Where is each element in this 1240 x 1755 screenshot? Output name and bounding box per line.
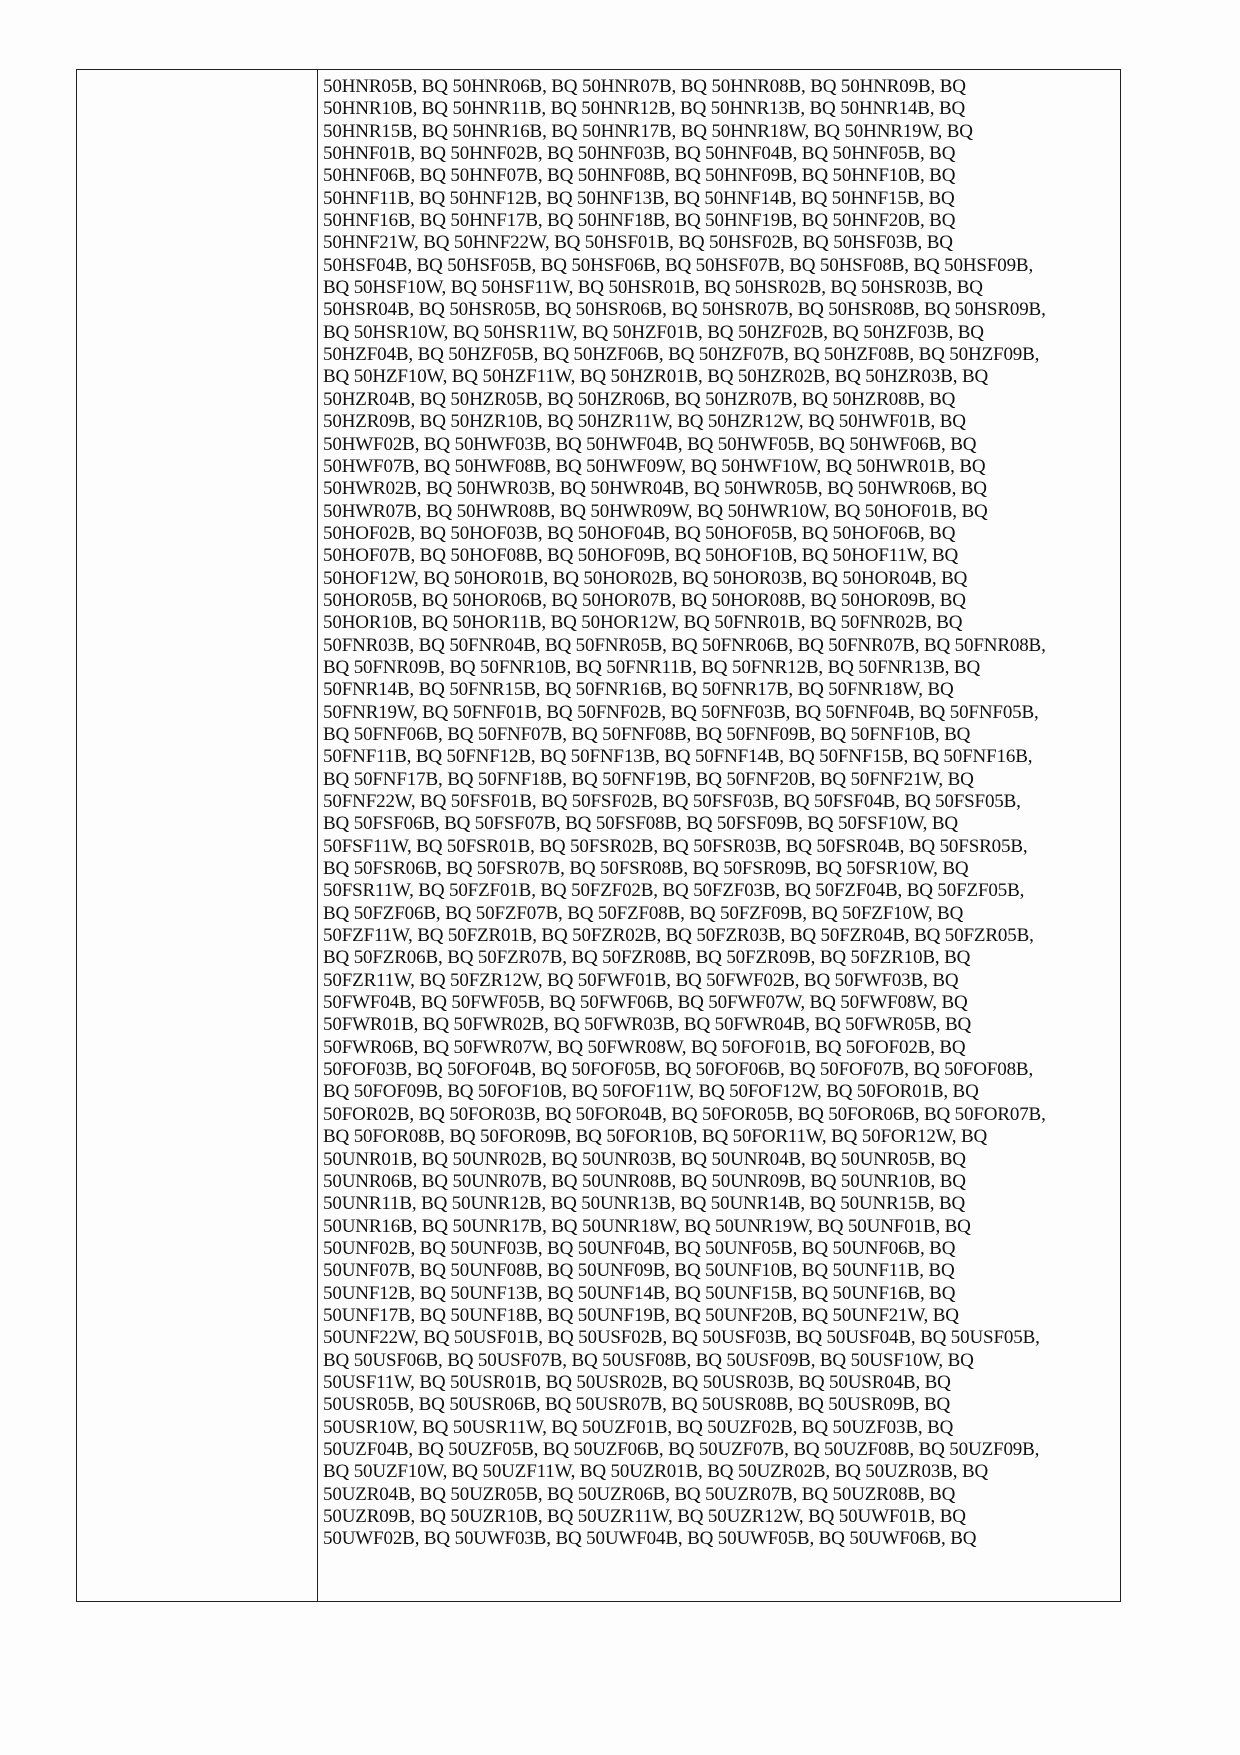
text-line: BQ 50FZF06B, BQ 50FZF07B, BQ 50FZF08B, BQ 50FZF09B, BQ 50FZF10W, BQ bbox=[323, 902, 964, 924]
text-line: BQ 50HZF10W, BQ 50HZF11W, BQ 50HZR01B, BQ 50HZR02B, BQ 50HZR03B, BQ bbox=[323, 366, 989, 388]
text-line: 50HWF02B, BQ 50HWF03B, BQ 50HWF04B, BQ 50HWF05B, BQ 50HWF06B, BQ bbox=[323, 433, 977, 455]
text-line: 50UNF07B, BQ 50UNF08B, BQ 50UNF09B, BQ 50UNF10B, BQ 50UNF11B, BQ bbox=[323, 1260, 955, 1282]
text-line: 50HWR02B, BQ 50HWR03B, BQ 50HWR04B, BQ 50HWR05B, BQ 50HWR06B, BQ bbox=[323, 478, 987, 500]
text-line: 50HNR15B, BQ 50HNR16B, BQ 50HNR17B, BQ 50HNR18W, BQ 50HNR19W, BQ bbox=[323, 120, 973, 142]
text-line: 50HNR05B, BQ 50HNR06B, BQ 50HNR07B, BQ 50HNR08B, BQ 50HNR09B, BQ bbox=[323, 76, 966, 97]
text-line: 50FNF22W, BQ 50FSF01B, BQ 50FSF02B, BQ 50FSF03B, BQ 50FSF04B, BQ 50FSF05B, bbox=[323, 791, 1021, 812]
text-line: 50USR05B, BQ 50USR06B, BQ 50USR07B, BQ 50USR08B, BQ 50USR09B, BQ bbox=[323, 1394, 951, 1416]
text-line: BQ 50FOR08B, BQ 50FOR09B, BQ 50FOR10B, BQ 50FOR11W, BQ 50FOR12W, BQ bbox=[323, 1126, 988, 1148]
text-line: BQ 50HSR10W, BQ 50HSR11W, BQ 50HZF01B, BQ 50HZF02B, BQ 50HZF03B, BQ bbox=[323, 321, 984, 343]
text-line: 50FWR06B, BQ 50FWR07W, BQ 50FWR08W, BQ 50FOF01B, BQ 50FOF02B, BQ bbox=[323, 1036, 966, 1058]
text-line: 50UNF02B, BQ 50UNF03B, BQ 50UNF04B, BQ 50UNF05B, BQ 50UNF06B, BQ bbox=[323, 1237, 956, 1259]
text-line: 50FWF04B, BQ 50FWF05B, BQ 50FWF06B, BQ 50FWF07W, BQ 50FWF08W, BQ bbox=[323, 992, 968, 1014]
text-line: 50UNR16B, BQ 50UNR17B, BQ 50UNR18W, BQ 50UNR19W, BQ 50UNF01B, BQ bbox=[323, 1215, 971, 1237]
text-line: BQ 50UZF10W, BQ 50UZF11W, BQ 50UZR01B, BQ 50UZR02B, BQ 50UZR03B, BQ bbox=[323, 1461, 989, 1483]
text-line: 50FZF11W, BQ 50FZR01B, BQ 50FZR02B, BQ 50FZR03B, BQ 50FZR04B, BQ 50FZR05B, bbox=[323, 925, 1034, 947]
model-list-cell bbox=[318, 70, 1120, 1601]
text-line: 50FOR02B, BQ 50FOR03B, BQ 50FOR04B, BQ 50FOR05B, BQ 50FOR06B, BQ 50FOR07B, bbox=[323, 1103, 1046, 1125]
text-line: 50UNR01B, BQ 50UNR02B, BQ 50UNR03B, BQ 50UNR04B, BQ 50UNR05B, BQ bbox=[323, 1148, 966, 1170]
text-line: 50USF11W, BQ 50USR01B, BQ 50USR02B, BQ 50USR03B, BQ 50USR04B, BQ bbox=[323, 1371, 951, 1393]
text-line: 50FOF03B, BQ 50FOF04B, BQ 50FOF05B, BQ 50FOF06B, BQ 50FOF07B, BQ 50FOF08B, bbox=[323, 1059, 1034, 1081]
text-line: 50HOR10B, BQ 50HOR11B, BQ 50HOR12W, BQ 50FNR01B, BQ 50FNR02B, BQ bbox=[323, 612, 963, 634]
text-line: 50UNF22W, BQ 50USF01B, BQ 50USF02B, BQ 50USF03B, BQ 50USF04B, BQ 50USF05B, bbox=[323, 1327, 1040, 1349]
text-line: 50FWR01B, BQ 50FWR02B, BQ 50FWR03B, BQ 50FWR04B, BQ 50FWR05B, BQ bbox=[323, 1014, 972, 1036]
text-line: BQ 50USF06B, BQ 50USF07B, BQ 50USF08B, BQ 50USF09B, BQ 50USF10W, BQ bbox=[323, 1349, 974, 1371]
text-line: 50HNF01B, BQ 50HNF02B, BQ 50HNF03B, BQ 50HNF04B, BQ 50HNF05B, BQ bbox=[323, 143, 956, 165]
text-line: 50USR10W, BQ 50USR11W, BQ 50UZF01B, BQ 50UZF02B, BQ 50UZF03B, BQ bbox=[323, 1416, 954, 1438]
text-line: 50HNF11B, BQ 50HNF12B, BQ 50HNF13B, BQ 50HNF14B, BQ 50HNF15B, BQ bbox=[323, 187, 955, 209]
text-line: 50HZF04B, BQ 50HZF05B, BQ 50HZF06B, BQ 50HZF07B, BQ 50HZF08B, BQ 50HZF09B, bbox=[323, 344, 1040, 366]
text-line: BQ 50FNF17B, BQ 50FNF18B, BQ 50FNF19B, BQ 50FNF20B, BQ 50FNF21W, BQ bbox=[323, 768, 974, 790]
text-line: 50FNF11B, BQ 50FNF12B, BQ 50FNF13B, BQ 50FNF14B, BQ 50FNF15B, BQ 50FNF16B, bbox=[323, 746, 1033, 768]
text-line: 50HNR10B, BQ 50HNR11B, BQ 50HNR12B, BQ 50HNR13B, BQ 50HNR14B, BQ bbox=[323, 98, 966, 120]
text-line: BQ 50HSF10W, BQ 50HSF11W, BQ 50HSR01B, BQ 50HSR02B, BQ 50HSR03B, BQ bbox=[323, 277, 983, 299]
text-line: 50HNF06B, BQ 50HNF07B, BQ 50HNF08B, BQ 50HNF09B, BQ 50HNF10B, BQ bbox=[323, 165, 956, 187]
text-line: 50HOF12W, BQ 50HOR01B, BQ 50HOR02B, BQ 50HOR03B, BQ 50HOR04B, BQ bbox=[323, 567, 968, 589]
text-line: 50UZF04B, BQ 50UZF05B, BQ 50UZF06B, BQ 50UZF07B, BQ 50UZF08B, BQ 50UZF09B, bbox=[323, 1438, 1040, 1460]
text-line: 50FNR14B, BQ 50FNR15B, BQ 50FNR16B, BQ 50FNR17B, BQ 50FNR18W, BQ bbox=[323, 679, 954, 701]
text-line: 50UZR04B, BQ 50UZR05B, BQ 50UZR06B, BQ 50UZR07B, BQ 50UZR08B, BQ bbox=[323, 1483, 956, 1505]
text-line: 50HSR04B, BQ 50HSR05B, BQ 50HSR06B, BQ 50HSR07B, BQ 50HSR08B, BQ 50HSR09B, bbox=[323, 299, 1046, 321]
text-line: 50FSF11W, BQ 50FSR01B, BQ 50FSR02B, BQ 50FSR03B, BQ 50FSR04B, BQ 50FSR05B, bbox=[323, 835, 1028, 857]
text-line: 50HWF07B, BQ 50HWF08B, BQ 50HWF09W, BQ 50HWF10W, BQ 50HWR01B, BQ bbox=[323, 455, 986, 477]
text-line: BQ 50FNF06B, BQ 50FNF07B, BQ 50FNF08B, BQ 50FNF09B, BQ 50FNF10B, BQ bbox=[323, 723, 971, 745]
text-line: 50HOF02B, BQ 50HOF03B, BQ 50HOF04B, BQ 50HOF05B, BQ 50HOF06B, BQ bbox=[323, 522, 956, 544]
text-line: 50FNR03B, BQ 50FNR04B, BQ 50FNR05B, BQ 50FNR06B, BQ 50FNR07B, BQ 50FNR08B, bbox=[323, 634, 1046, 656]
text-line: 50HSF04B, BQ 50HSF05B, BQ 50HSF06B, BQ 50HSF07B, BQ 50HSF08B, BQ 50HSF09B, bbox=[323, 254, 1034, 276]
text-line: 50HWR07B, BQ 50HWR08B, BQ 50HWR09W, BQ 50HWR10W, BQ 50HOF01B, BQ bbox=[323, 500, 988, 522]
text-line: 50UWF02B, BQ 50UWF03B, BQ 50UWF04B, BQ 50UWF05B, BQ 50UWF06B, BQ bbox=[323, 1528, 977, 1550]
text-line: 50HNF16B, BQ 50HNF17B, BQ 50HNF18B, BQ 50HNF19B, BQ 50HNF20B, BQ bbox=[323, 210, 956, 232]
text-line: 50FSR11W, BQ 50FZF01B, BQ 50FZF02B, BQ 50FZF03B, BQ 50FZF04B, BQ 50FZF05B, bbox=[323, 880, 1025, 902]
text-line: 50HZR04B, BQ 50HZR05B, BQ 50HZR06B, BQ 50HZR07B, BQ 50HZR08B, BQ bbox=[323, 388, 956, 410]
text-line: 50HNF21W, BQ 50HNF22W, BQ 50HSF01B, BQ 50HSF02B, BQ 50HSF03B, BQ bbox=[323, 232, 953, 254]
text-line: 50FZR11W, BQ 50FZR12W, BQ 50FWF01B, BQ 50FWF02B, BQ 50FWF03B, BQ bbox=[323, 969, 959, 991]
text-line: 50UNF12B, BQ 50UNF13B, BQ 50UNF14B, BQ 50UNF15B, BQ 50UNF16B, BQ bbox=[323, 1282, 956, 1304]
text-line: 50UNR11B, BQ 50UNR12B, BQ 50UNR13B, BQ 50UNR14B, BQ 50UNR15B, BQ bbox=[323, 1193, 966, 1215]
text-line: BQ 50FNR09B, BQ 50FNR10B, BQ 50FNR11B, BQ 50FNR12B, BQ 50FNR13B, BQ bbox=[323, 656, 981, 678]
text-line: BQ 50FSR06B, BQ 50FSR07B, BQ 50FSR08B, BQ 50FSR09B, BQ 50FSR10W, BQ bbox=[323, 858, 969, 880]
text-line: 50UNR06B, BQ 50UNR07B, BQ 50UNR08B, BQ 50UNR09B, BQ 50UNR10B, BQ bbox=[323, 1170, 966, 1192]
text-line: BQ 50FSF06B, BQ 50FSF07B, BQ 50FSF08B, BQ 50FSF09B, BQ 50FSF10W, BQ bbox=[323, 813, 958, 835]
text-line: 50HOR05B, BQ 50HOR06B, BQ 50HOR07B, BQ 50HOR08B, BQ 50HOR09B, BQ bbox=[323, 589, 966, 611]
text-line: 50HZR09B, BQ 50HZR10B, BQ 50HZR11W, BQ 50HZR12W, BQ 50HWF01B, BQ bbox=[323, 411, 966, 433]
document-table bbox=[76, 69, 1121, 1602]
text-line: 50FNR19W, BQ 50FNF01B, BQ 50FNF02B, BQ 50FNF03B, BQ 50FNF04B, BQ 50FNF05B, bbox=[323, 701, 1039, 723]
text-line: 50UNF17B, BQ 50UNF18B, BQ 50UNF19B, BQ 50UNF20B, BQ 50UNF21W, BQ bbox=[323, 1304, 959, 1326]
empty-left-cell bbox=[77, 70, 318, 1601]
text-line: 50HOF07B, BQ 50HOF08B, BQ 50HOF09B, BQ 50HOF10B, BQ 50HOF11W, BQ bbox=[323, 545, 959, 567]
text-line: 50UZR09B, BQ 50UZR10B, BQ 50UZR11W, BQ 50UZR12W, BQ 50UWF01B, BQ bbox=[323, 1506, 966, 1527]
text-line: BQ 50FZR06B, BQ 50FZR07B, BQ 50FZR08B, BQ 50FZR09B, BQ 50FZR10B, BQ bbox=[323, 947, 971, 969]
text-line: BQ 50FOF09B, BQ 50FOF10B, BQ 50FOF11W, BQ 50FOF12W, BQ 50FOR01B, BQ bbox=[323, 1081, 979, 1103]
